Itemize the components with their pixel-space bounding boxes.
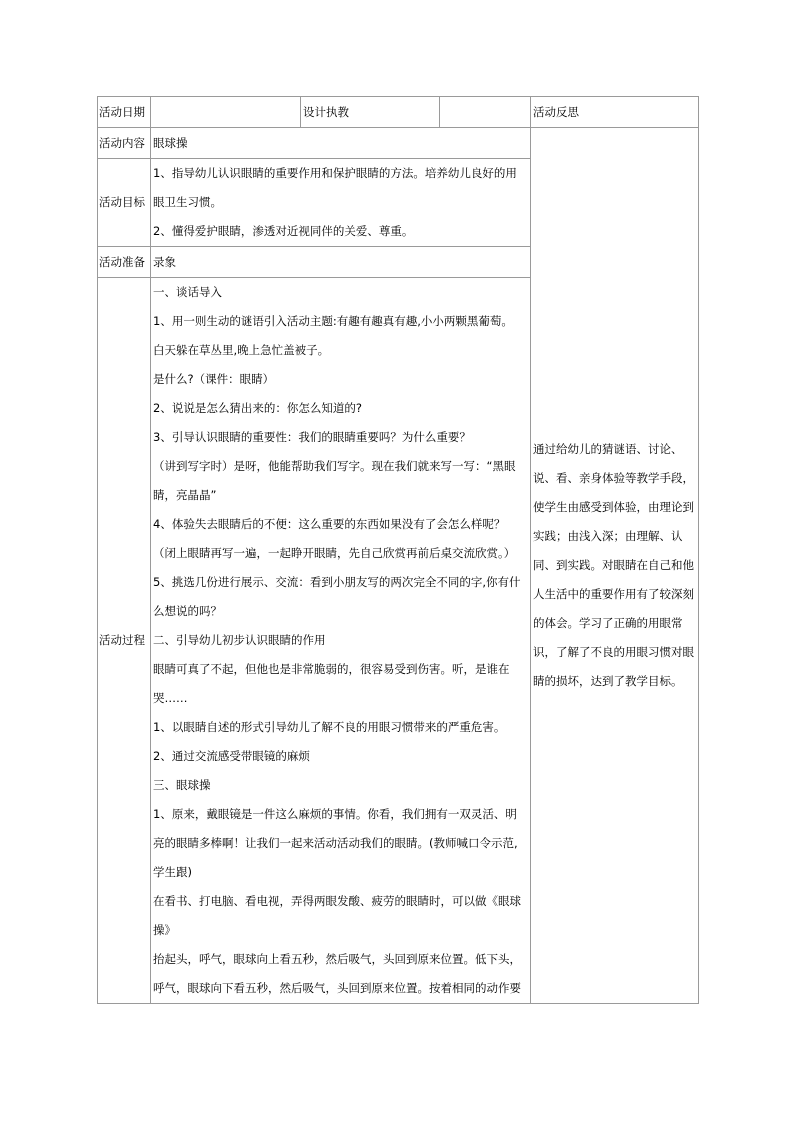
- header-row: [98, 97, 699, 128]
- date-label: 活动日期: [98, 97, 151, 128]
- process-paragraph: 二、引导幼儿初步认识眼睛的作用: [153, 633, 326, 647]
- process-paragraph: 1、原来，戴眼镜是一件这么麻烦的事情。你看，我们拥有一双灵活、明亮的眼睛多棒啊！让我们一起来活动活动我们的眼睛。(教师喊口令示范,学生跟): [153, 807, 518, 879]
- goal-label: 活动目标: [98, 159, 151, 247]
- process-paragraph: 白天躲在草丛里,晚上急忙盖被子。: [153, 343, 330, 357]
- process-paragraph: 1、用一则生动的谜语引入活动主题:有趣有趣真有趣,小小两颗黑葡萄。: [153, 314, 513, 328]
- lesson-plan-table: [97, 96, 699, 1004]
- content-label: 活动内容: [98, 128, 151, 159]
- goal-item: 2、懂得爱护眼睛，渗透对近视同伴的关爱、尊重。: [153, 224, 414, 238]
- process-paragraph: 4、体验失去眼睛后的不便：这么重要的东西如果没有了会怎么样呢？: [153, 517, 506, 531]
- reflection-cell: [531, 128, 699, 1004]
- process-paragraph: （闭上眼睛再写一遍，一起睁开眼睛，先自己欣赏再前后桌交流欣赏。）: [153, 546, 516, 560]
- process-label: 活动过程: [98, 278, 151, 1004]
- process-cell: [151, 278, 531, 1004]
- process-paragraph: 眼睛可真了不起，但他也是非常脆弱的，很容易受到伤害。听，是谁在哭……: [153, 662, 510, 705]
- date-value: [151, 97, 301, 128]
- process-paragraph: 一、谈话导入: [153, 285, 222, 299]
- process-paragraph: 5、挑选几份进行展示、交流：看到小朋友写的两次完全不同的字,你有什么想说的吗？: [153, 575, 521, 618]
- process-paragraph: 是什么?（课件：眼睛）: [153, 372, 275, 386]
- reflection-label: 活动反思: [531, 97, 699, 128]
- goal-item: 1、指导幼儿认识眼睛的重要作用和保护眼睛的方法。培养幼儿良好的用眼卫生习惯。: [153, 166, 517, 209]
- process-paragraph: 1、以眼睛自述的形式引导幼儿了解不良的用眼习惯带来的严重危害。: [153, 720, 506, 734]
- process-paragraph: 2、说说是怎么猜出来的：你怎么知道的?: [153, 401, 362, 415]
- process-paragraph: 三、眼球操: [153, 778, 211, 792]
- content-value: 眼球操: [151, 128, 531, 159]
- prep-value: 录象: [151, 247, 531, 278]
- content-row: [98, 128, 699, 159]
- process-paragraph: 3、引导认识眼睛的重要性：我们的眼睛重要吗？为什么重要？: [153, 430, 471, 444]
- process-paragraph: 抬起头，呼气，眼球向上看五秒，然后吸气，头回到原来位置。低下头，呼气，眼球向下看五秒，然后吸气，头回到原来位置。按着相同的动作要: [153, 952, 521, 995]
- reflection-text: 通过给幼儿的猜谜语、讨论、说、看、亲身体验等教学手段，使学生由感受到体验，由理论到实践；由浅入深；由理解、认同、到实践。对眼睛在自己和他人生活中的重要作用有了较深刻的体会。学习了正确的用眼常识，了解了不良的用眼习惯对眼睛的损坏，达到了教学目标。: [533, 442, 694, 688]
- process-paragraph: 2、通过交流感受带眼镜的麻烦: [153, 749, 310, 763]
- prep-label: 活动准备: [98, 247, 151, 278]
- design-label: 设计执教: [301, 97, 440, 128]
- process-paragraph: （讲到写字时）是呀，他能帮助我们写字。现在我们就来写一写：“黑眼睛，亮晶晶”: [153, 459, 516, 502]
- goal-cell: [151, 159, 531, 247]
- process-paragraph: 在看书、打电脑、看电视，弄得两眼发酸、疲劳的眼睛时，可以做《眼球操》: [153, 894, 521, 937]
- design-value: [440, 97, 531, 128]
